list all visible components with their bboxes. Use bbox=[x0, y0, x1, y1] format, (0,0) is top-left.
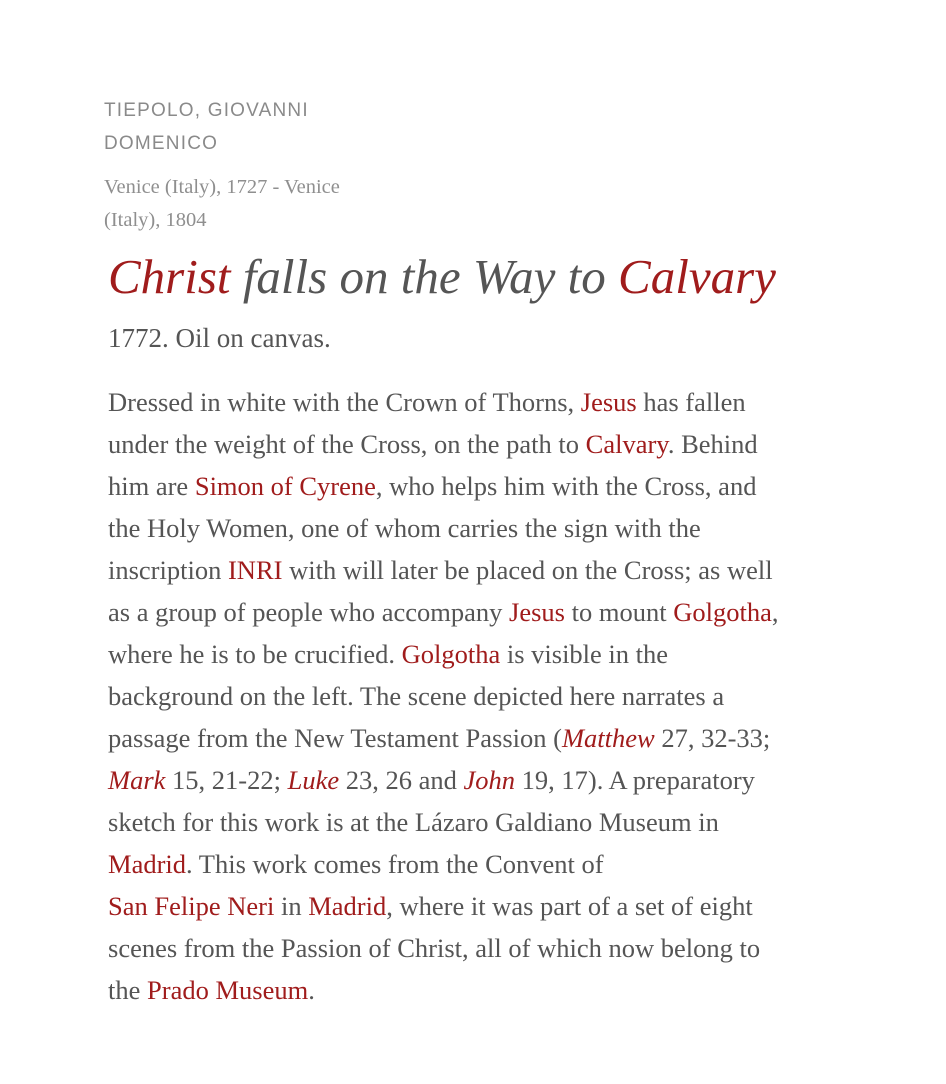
description-text: , bbox=[771, 597, 779, 627]
description-text: has fallen bbox=[636, 387, 746, 417]
description-line: scenes from the Passion of Christ, all of which now belong to bbox=[108, 933, 761, 963]
description-text: 23, 26 and bbox=[339, 765, 464, 795]
artist-name-line-1: TIEPOLO, GIOVANNI bbox=[104, 100, 309, 121]
description-line bbox=[108, 885, 908, 927]
description-text: , who helps him with the Cross, and bbox=[375, 471, 757, 501]
link-golgotha[interactable]: Golgotha bbox=[401, 639, 501, 669]
artist-name bbox=[104, 94, 404, 160]
description-line bbox=[108, 381, 908, 423]
link-jesus[interactable]: Jesus bbox=[580, 387, 637, 417]
description-text: the bbox=[108, 975, 147, 1005]
description-text: to mount bbox=[565, 597, 674, 627]
link-calvary[interactable]: Calvary bbox=[585, 429, 668, 459]
description-text: in bbox=[274, 891, 309, 921]
description-text: is visible in the bbox=[500, 639, 669, 669]
artist-lifespan-line-1: Venice (Italy), 1727 - Venice bbox=[104, 176, 340, 198]
description-text: . This work comes from the Convent of bbox=[186, 849, 604, 879]
description-text: , where it was part of a set of eight bbox=[386, 891, 753, 921]
description-text: 15, 21-22; bbox=[165, 765, 288, 795]
link-prado-museum[interactable]: Prado Museum bbox=[147, 975, 309, 1005]
description-line: the Holy Women, one of whom carries the sign with the bbox=[108, 513, 701, 543]
description-line bbox=[108, 843, 908, 885]
description-line bbox=[108, 465, 908, 507]
description-text: passage from the New Testament Passion ( bbox=[108, 723, 562, 753]
reference-mark: Mark bbox=[108, 765, 166, 795]
description-line bbox=[108, 423, 908, 465]
artwork-description bbox=[108, 381, 908, 1011]
description-line: sketch for this work is at the Lázaro Galdiano Museum in bbox=[108, 807, 719, 837]
description-text: inscription bbox=[108, 555, 228, 585]
description-text: . bbox=[308, 975, 315, 1005]
description-line bbox=[108, 717, 908, 759]
description-line: background on the left. The scene depicted here narrates a bbox=[108, 681, 725, 711]
link-simon-of-cyrene[interactable]: Simon of Cyrene bbox=[194, 471, 376, 501]
artist-name-line-2: DOMENICO bbox=[104, 133, 219, 154]
artist-lifespan bbox=[104, 171, 394, 237]
reference-john: John bbox=[463, 765, 516, 795]
description-line bbox=[108, 759, 908, 801]
artwork-date-medium: 1772. Oil on canvas. bbox=[108, 323, 331, 353]
link-san-felipe-neri[interactable]: San Felipe Neri bbox=[108, 891, 275, 921]
artwork-title bbox=[108, 246, 928, 308]
description-line bbox=[108, 591, 908, 633]
title-text: falls on the Way to bbox=[230, 249, 619, 304]
link-jesus[interactable]: Jesus bbox=[509, 597, 565, 627]
link-madrid[interactable]: Madrid bbox=[308, 891, 387, 921]
title-link-calvary[interactable]: Calvary bbox=[618, 249, 776, 304]
link-inri[interactable]: INRI bbox=[227, 555, 283, 585]
description-text: as a group of people who accompany bbox=[108, 597, 510, 627]
description-text: 19, 17). A preparatory bbox=[515, 765, 755, 795]
reference-luke: Luke bbox=[287, 765, 340, 795]
artist-lifespan-line-2: (Italy), 1804 bbox=[104, 209, 207, 231]
description-line bbox=[108, 549, 908, 591]
title-link-christ[interactable]: Christ bbox=[108, 249, 231, 304]
description-text: 27, 32-33; bbox=[654, 723, 771, 753]
link-madrid[interactable]: Madrid bbox=[108, 849, 187, 879]
description-line bbox=[108, 633, 908, 675]
description-text: where he is to be crucified. bbox=[108, 639, 402, 669]
link-golgotha[interactable]: Golgotha bbox=[673, 597, 772, 627]
description-text: Dressed in white with the Crown of Thorns, bbox=[108, 387, 581, 417]
description-text: . Behind bbox=[667, 429, 758, 459]
description-text: him are bbox=[108, 471, 195, 501]
description-text: under the weight of the Cross, on the path to bbox=[108, 429, 586, 459]
description-line bbox=[108, 969, 908, 1011]
description-text: with will later be placed on the Cross; as well bbox=[282, 555, 773, 585]
reference-matthew: Matthew bbox=[561, 723, 655, 753]
